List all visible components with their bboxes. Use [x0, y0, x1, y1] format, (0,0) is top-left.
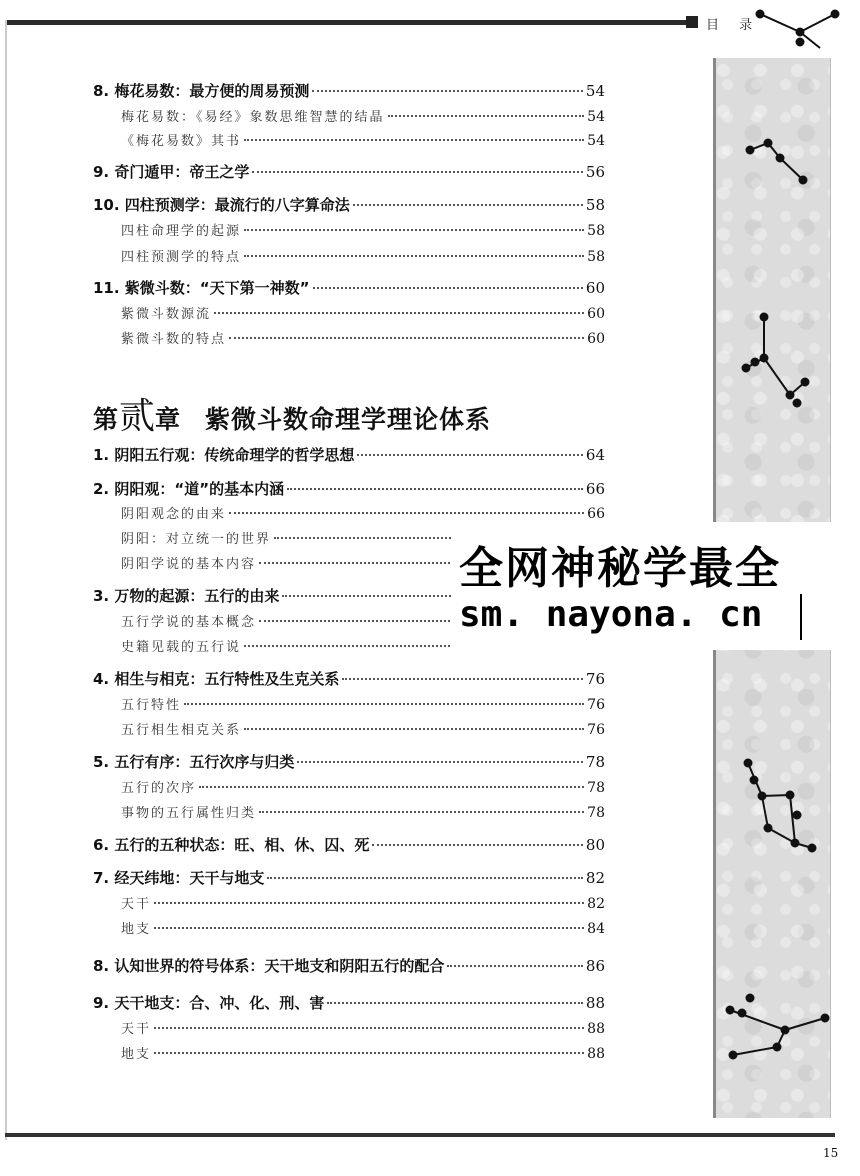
toc-entry	[93, 992, 605, 1013]
toc-subentry	[121, 802, 605, 821]
toc-entry	[93, 478, 605, 499]
dot-leader	[244, 229, 584, 231]
toc-entry-title: 梅花易数：《易经》象数思维智慧的结晶	[121, 110, 385, 125]
dot-leader	[259, 811, 584, 813]
toc-entry-title: 10. 四柱预测学：最流行的八字算命法	[93, 196, 350, 214]
toc-entry	[93, 161, 605, 182]
dot-leader	[447, 965, 583, 967]
dot-leader	[353, 204, 583, 206]
header-label: 目 录	[706, 18, 761, 33]
toc-entry-title: 7. 经天纬地：天干与地支	[93, 869, 265, 887]
toc-entry	[93, 955, 605, 976]
toc-page-number: 66	[585, 480, 605, 498]
dot-leader	[357, 454, 583, 456]
chapter-heading	[93, 388, 491, 439]
toc-subentry	[121, 220, 605, 239]
toc-subentry	[121, 694, 605, 713]
toc-page-number: 60	[587, 331, 605, 347]
toc-entry-title: 4. 相生与相克：五行特性及生克关系	[93, 670, 340, 688]
dot-leader	[154, 927, 584, 929]
toc-subentry	[121, 777, 605, 796]
toc-entry	[93, 834, 605, 855]
toc-entry-title: 9. 奇门遁甲：帝王之学	[93, 163, 250, 181]
dot-leader	[214, 312, 584, 314]
dot-leader	[199, 786, 584, 788]
dot-leader	[229, 337, 584, 339]
toc-entry-title: 5. 五行有序：五行次序与归类	[93, 753, 295, 771]
toc-entry-title: 五行学说的基本概念	[121, 615, 257, 630]
toc-entry-title: 8. 梅花易数：最方便的周易预测	[93, 82, 310, 100]
toc-entry-title: 阴阳学说的基本内容	[121, 557, 257, 572]
chapter-prefix: 第	[93, 405, 120, 434]
toc-entry-title: 事物的五行属性归类	[121, 806, 257, 821]
toc-page-number: 88	[587, 1021, 605, 1037]
toc-page-number: 82	[587, 896, 605, 912]
toc-page-number: 56	[585, 163, 605, 181]
toc-entry	[93, 80, 605, 101]
dot-leader	[372, 844, 583, 846]
dot-leader	[229, 512, 584, 514]
toc-entry	[93, 444, 605, 465]
dot-leader	[184, 703, 584, 705]
toc-subentry	[121, 918, 605, 937]
toc-entry-title: 3. 万物的起源：五行的由来	[93, 587, 280, 605]
dot-leader	[267, 877, 583, 879]
toc-entry-title: 天干	[121, 1022, 152, 1037]
footer-rule	[5, 1133, 835, 1137]
toc-page-number: 78	[587, 780, 605, 796]
toc-page-number: 64	[585, 446, 605, 464]
dot-leader	[327, 1002, 583, 1004]
toc-page-number: 88	[587, 1046, 605, 1062]
toc-page-number: 76	[587, 697, 605, 713]
toc-entry-title: 地支	[121, 1047, 152, 1062]
toc-subentry	[121, 503, 605, 522]
toc-entry	[93, 277, 605, 298]
dot-leader	[312, 90, 583, 92]
toc-entry-title: 紫微斗数的特点	[121, 332, 227, 347]
dot-leader	[244, 139, 584, 141]
toc-page-number: 54	[587, 109, 605, 125]
toc-page-number: 78	[587, 805, 605, 821]
toc-page-number: 54	[585, 82, 605, 100]
toc-entry-title: 阴阳观念的由来	[121, 507, 227, 522]
dot-leader	[297, 761, 583, 763]
dot-leader	[154, 1027, 584, 1029]
chapter-numeral: 贰	[119, 396, 156, 437]
toc-entry	[93, 751, 605, 772]
toc-entry-title: 五行特性	[121, 698, 182, 713]
dot-leader	[287, 488, 583, 490]
toc-entry	[93, 194, 605, 215]
toc-entry-title: 紫微斗数源流	[121, 307, 212, 322]
toc-page-number: 54	[587, 133, 605, 149]
dot-leader	[244, 728, 584, 730]
toc-entry-title: 四柱命理学的起源	[121, 224, 242, 239]
dot-leader	[313, 287, 583, 289]
toc-entry-title: 地支	[121, 922, 152, 937]
toc-page-number: 58	[585, 196, 605, 214]
toc-subentry	[121, 106, 605, 125]
toc-page-number: 60	[587, 306, 605, 322]
toc-page-number: 76	[587, 722, 605, 738]
toc-entry-title: 四柱预测学的特点	[121, 250, 242, 265]
toc-entry-title: 史籍见载的五行说	[121, 640, 242, 655]
dot-leader	[252, 171, 583, 173]
dot-leader	[154, 902, 584, 904]
toc-page-number: 76	[585, 670, 605, 688]
toc-entry-title: 天干	[121, 897, 152, 912]
toc-page-number: 60	[585, 279, 605, 297]
watermark-overlay	[451, 522, 858, 650]
toc-page-number: 82	[585, 869, 605, 887]
dot-leader	[154, 1052, 584, 1054]
dot-leader	[244, 255, 584, 257]
toc-page-number: 84	[587, 921, 605, 937]
toc-page-number: 86	[585, 957, 605, 975]
chapter-title: 紫微斗数命理学理论体系	[205, 405, 492, 434]
toc-entry-title: 11. 紫微斗数：“天下第一神数”	[93, 279, 310, 297]
page-number: 15	[823, 1146, 839, 1160]
toc-page-number: 78	[585, 753, 605, 771]
toc-entry-title: 阴阳：对立统一的世界	[121, 532, 272, 547]
chapter-suffix: 章	[155, 405, 182, 434]
toc-entry-title: 9. 天干地支：合、冲、化、刑、害	[93, 994, 325, 1012]
toc-page-number: 58	[587, 223, 605, 239]
toc-subentry	[121, 1018, 605, 1037]
toc-subentry	[121, 130, 605, 149]
toc-entry-title: 6. 五行的五种状态：旺、相、休、囚、死	[93, 836, 370, 854]
toc-subentry	[121, 303, 605, 322]
toc-page-number: 80	[585, 836, 605, 854]
toc-subentry	[121, 719, 605, 738]
text-caret	[800, 594, 802, 640]
toc-entry-title: 8. 认知世界的符号体系：天干地支和阴阳五行的配合	[93, 957, 445, 975]
dot-leader	[342, 678, 583, 680]
toc-entry-title: 2. 阴阳观：“道”的基本内涵	[93, 480, 285, 498]
toc-entry-title: 五行的次序	[121, 781, 197, 796]
toc-entry-title: 《梅花易数》其书	[121, 134, 242, 149]
toc-subentry	[121, 246, 605, 265]
toc-entry	[93, 668, 605, 689]
toc-page-number: 88	[585, 994, 605, 1012]
toc-page-number: 58	[587, 249, 605, 265]
dot-leader	[388, 115, 585, 117]
watermark-line1: 全网神秘学最全	[459, 543, 781, 594]
toc-subentry	[121, 1043, 605, 1062]
toc-entry	[93, 867, 605, 888]
watermark-line2: sm. nayona. cn	[459, 594, 763, 635]
toc-page-number: 66	[587, 506, 605, 522]
toc-subentry	[121, 328, 605, 347]
toc-entry-title: 1. 阴阳五行观：传统命理学的哲学思想	[93, 446, 355, 464]
toc-subentry	[121, 893, 605, 912]
toc-entry-title: 五行相生相克关系	[121, 723, 242, 738]
